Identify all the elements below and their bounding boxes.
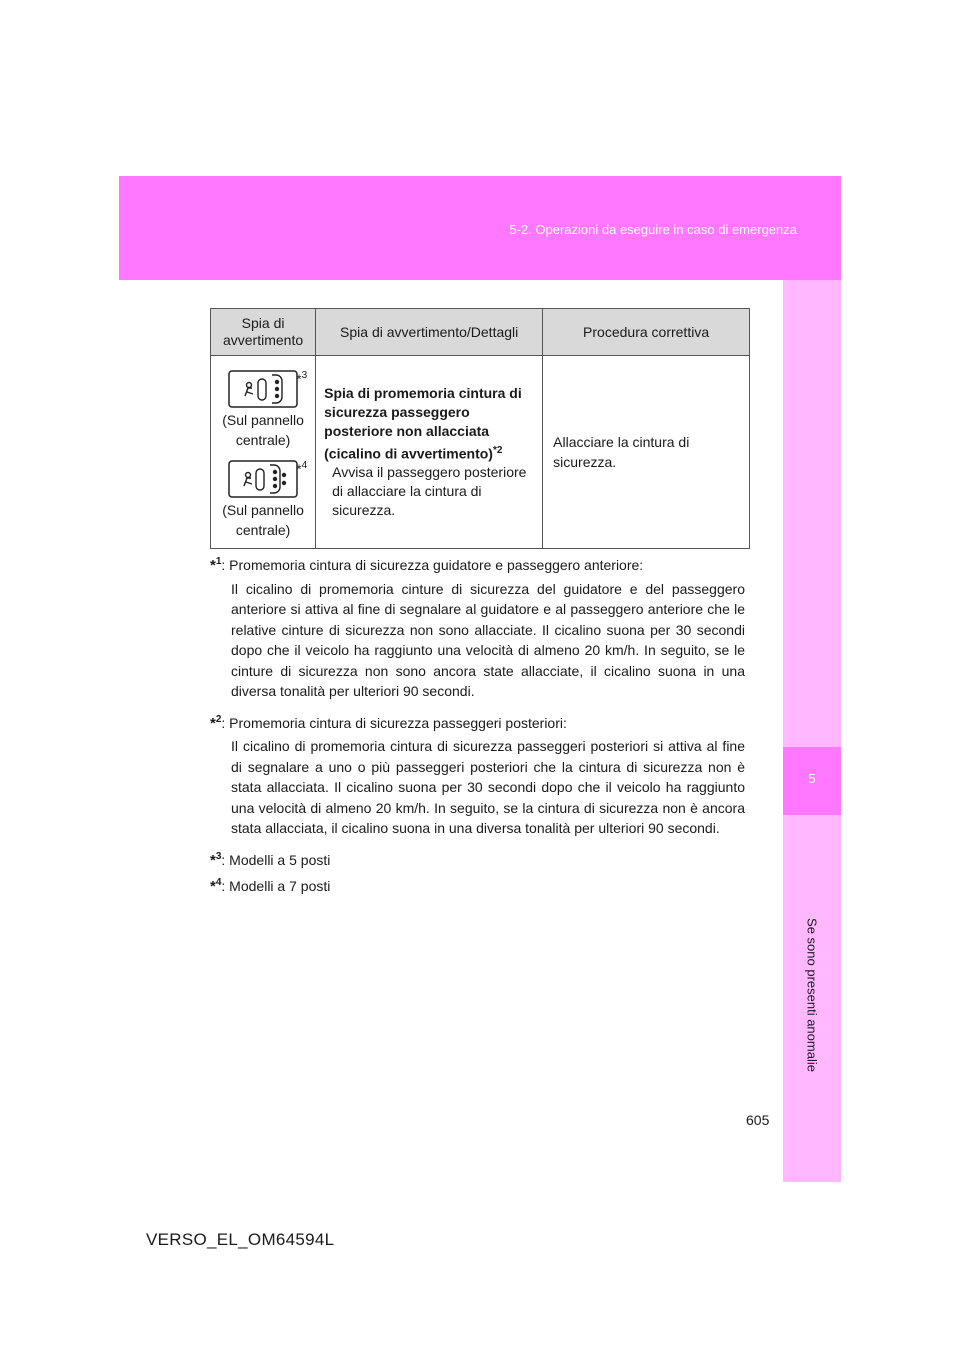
footnote-item bbox=[210, 847, 745, 872]
chapter-title: Se sono presenti anomalie bbox=[804, 918, 820, 1072]
footnote-marker: *2 bbox=[492, 444, 503, 456]
icon-caption: (Sul pannello centrale) bbox=[222, 412, 304, 448]
document-code: VERSO_EL_OM64594L bbox=[146, 1230, 335, 1249]
section-title: 5-2. Operazioni da eseguire in caso di emergenza bbox=[509, 222, 797, 237]
details-cell bbox=[316, 356, 543, 549]
footnote-title: : Promemoria cintura di sicurezza guidatore e passeggero anteriore: bbox=[221, 557, 644, 573]
icon-block-7-seat bbox=[211, 460, 315, 540]
table-row bbox=[211, 356, 750, 549]
footnotes bbox=[210, 552, 745, 898]
footnote-title: : Modelli a 7 posti bbox=[221, 878, 331, 894]
warning-light-cell bbox=[211, 356, 316, 549]
header-warning-light: Spia di avvertimento bbox=[211, 309, 316, 356]
procedure-cell bbox=[543, 356, 750, 549]
rear-seatbelt-reminder-icon bbox=[228, 370, 298, 408]
footnote-marker: *$^4$ bbox=[210, 877, 222, 895]
table-header-row bbox=[211, 309, 750, 356]
footnote-marker: *$^3$ bbox=[296, 370, 308, 387]
detail-body: Avvisa il passeggero posteriore di allacciare la cintura di sicurezza. bbox=[332, 464, 527, 519]
footnote-marker: *$^2$ bbox=[210, 713, 222, 732]
footnote-title: : Modelli a 5 posti bbox=[221, 851, 331, 868]
header-details: Spia di avvertimento/Dettagli bbox=[316, 309, 543, 356]
footnote-item bbox=[210, 552, 745, 702]
chapter-side-tab bbox=[783, 280, 841, 1182]
detail-title: Spia di promemoria cintura di sicurezza passeggero posteriore non allacciata (cicalino di avvertimento) bbox=[324, 384, 522, 462]
header-procedure: Procedura correttiva bbox=[543, 309, 750, 356]
procedure-text: Allacciare la cintura di sicurezza. bbox=[553, 434, 690, 470]
rear-seatbelt-reminder-icon bbox=[228, 460, 298, 498]
icon-caption: (Sul pannello centrale) bbox=[222, 502, 304, 538]
footnote-title: : Promemoria cintura di sicurezza passeggeri posteriori: bbox=[221, 714, 567, 731]
footnote-marker: *$^1$ bbox=[210, 556, 222, 574]
section-header-band bbox=[119, 176, 841, 280]
footnote-marker: *$^4$ bbox=[296, 460, 308, 477]
footnote-marker: *$^3$ bbox=[210, 850, 222, 869]
footnote-body: Il cicalino di promemoria cinture di sicurezza del guidatore e del passeggero anteriore si attiva al fine di segnalare al guidatore e al passeggero anteriore che le relative cinture di sicurezza non sono allacciate. Il cicalino suona per 30 secondi dopo che il veicolo ha raggiunto una velocità di almeno 20 km/h. In seguito, se le cinture di sicurezza non sono ancora state allacciate, il cicalino suona in una diversa tonalità per ulteriori 90 secondi. bbox=[231, 580, 745, 699]
footnote-item bbox=[210, 710, 745, 839]
icon-block-5-seat bbox=[211, 370, 315, 450]
chapter-number-box bbox=[783, 747, 841, 815]
footnote-body: Il cicalino di promemoria cintura di sicurezza passeggeri posteriori si attiva al fine di segnalare a uno o più passeggeri posteriori che la cintura di sicurezza non è stata allacciata. Il cicalino suona per 30 secondi dopo che il veicolo ha raggiunto una velocità di almeno 20 km/h. In seguito, se la cintura di sicurezza non è ancora stata allacciata, il cicalino suona in una diversa tonalità per ulteriori 90 secondi. bbox=[231, 738, 745, 836]
chapter-number: 5 bbox=[808, 771, 816, 786]
warning-light-table bbox=[210, 308, 750, 549]
page-number: 605 bbox=[746, 1112, 770, 1128]
footnote-item bbox=[210, 873, 745, 898]
